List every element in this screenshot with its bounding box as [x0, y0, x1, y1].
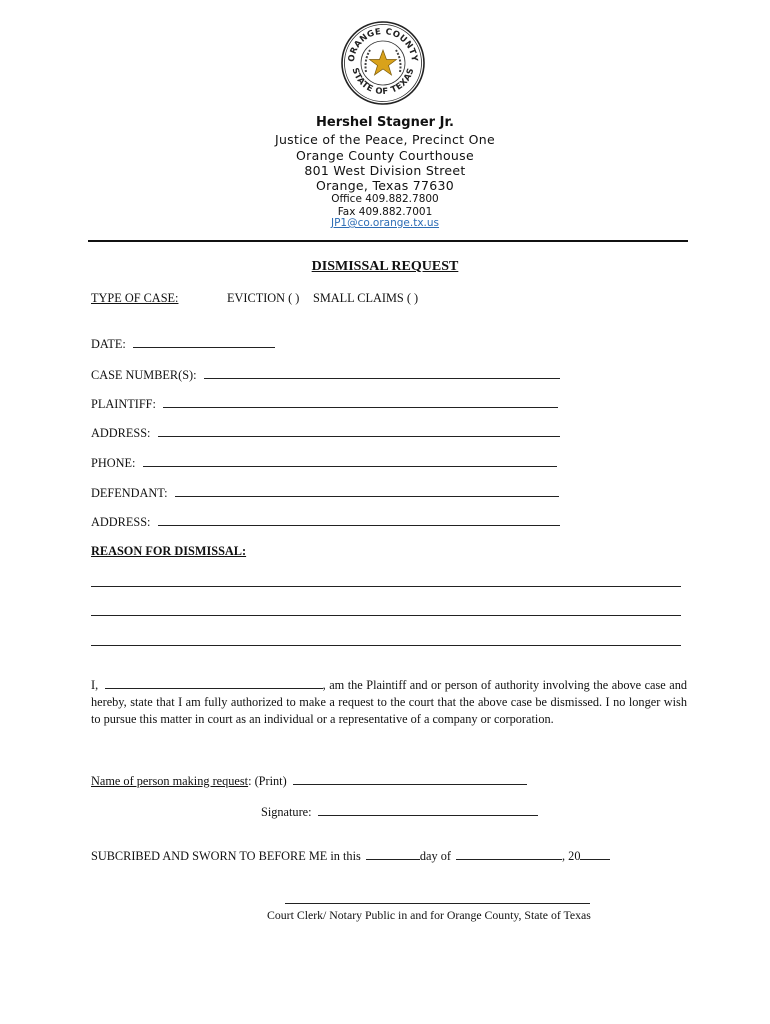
signature-field[interactable]	[318, 804, 538, 816]
defendant-address-row	[91, 514, 560, 530]
requester-name-row	[91, 773, 527, 789]
sworn-row	[91, 848, 610, 864]
date-field[interactable]	[133, 336, 275, 348]
plaintiff-address-label: ADDRESS:	[91, 426, 151, 440]
svg-text:ORANGE COUNTY: ORANGE COUNTY	[346, 26, 420, 63]
case-numbers-row	[91, 367, 560, 383]
phone-label: PHONE:	[91, 456, 136, 470]
defendant-address-label: ADDRESS:	[91, 515, 151, 529]
reason-line-1[interactable]	[91, 586, 681, 587]
phone-field[interactable]	[143, 455, 557, 467]
defendant-field[interactable]	[175, 485, 559, 497]
statement-name-field[interactable]	[105, 677, 323, 689]
courthouse: Orange County Courthouse	[296, 148, 474, 163]
case-numbers-label: CASE NUMBER(S):	[91, 368, 197, 382]
small-claims-option[interactable]: SMALL CLAIMS ( )	[313, 291, 419, 305]
reason-label: REASON FOR DISMISSAL:	[91, 544, 247, 558]
phone-row	[91, 455, 557, 471]
defendant-label: DEFENDANT:	[91, 486, 168, 500]
judge-name: Hershel Stagner Jr.	[316, 115, 454, 130]
eviction-option[interactable]: EVICTION ( )	[227, 291, 300, 305]
sworn-day-field[interactable]	[366, 848, 420, 860]
plaintiff-address-field[interactable]	[158, 425, 560, 437]
fax-number: Fax 409.882.7001	[337, 206, 433, 218]
defendant-address-field[interactable]	[158, 514, 560, 526]
form-title: DISMISSAL REQUEST	[311, 259, 459, 274]
case-numbers-field[interactable]	[204, 367, 560, 379]
svg-text:STATE OF TEXAS: STATE OF TEXAS	[349, 66, 417, 98]
orange-county-seal	[340, 20, 426, 106]
city-state-zip: Orange, Texas 77630	[315, 178, 455, 193]
authorization-statement	[91, 677, 687, 728]
sworn-year-label: , 20	[562, 849, 581, 863]
judge-title: Justice of the Peace, Precinct One	[274, 132, 496, 147]
reason-line-3[interactable]	[91, 645, 681, 646]
plaintiff-address-row	[91, 425, 560, 441]
statement-text: , am the Plaintiff and or person of authority involving the above case and hereby, state that I am fully authorized to make a request to the court that the above case be dismissed. I no longer wish to pursue this matter in court as an individual or a representative of a company or corporation.	[91, 678, 687, 726]
date-row	[91, 336, 275, 352]
signature-row	[261, 804, 538, 820]
sworn-month-field[interactable]	[456, 848, 562, 860]
office-phone: Office 409.882.7800	[331, 193, 439, 205]
statement-prefix: I,	[91, 678, 99, 692]
defendant-row	[91, 485, 559, 501]
plaintiff-label: PLAINTIFF:	[91, 397, 156, 411]
requester-name-label: Name of person making request	[91, 774, 249, 788]
plaintiff-field[interactable]	[163, 396, 558, 408]
type-of-case-label: TYPE OF CASE:	[91, 291, 179, 305]
sworn-year-field[interactable]	[580, 848, 610, 860]
date-label: DATE:	[91, 337, 126, 351]
clerk-signature-line[interactable]	[285, 903, 590, 904]
header-divider	[88, 240, 688, 242]
print-name-field[interactable]	[293, 773, 527, 785]
sworn-day-label: day of	[419, 849, 451, 863]
street-address: 801 West Division Street	[304, 163, 466, 178]
reason-line-2[interactable]	[91, 615, 681, 616]
email-link[interactable]: JP1@co.orange.tx.us	[330, 217, 440, 229]
signature-label: Signature:	[261, 805, 312, 819]
print-label: : (Print)	[248, 774, 287, 788]
clerk-label: Court Clerk/ Notary Public in and for Orange County, State of Texas	[267, 908, 591, 922]
type-of-case-row	[91, 291, 178, 306]
sworn-prefix: SUBCRIBED AND SWORN TO BEFORE ME in this	[91, 849, 361, 863]
plaintiff-row	[91, 396, 558, 412]
